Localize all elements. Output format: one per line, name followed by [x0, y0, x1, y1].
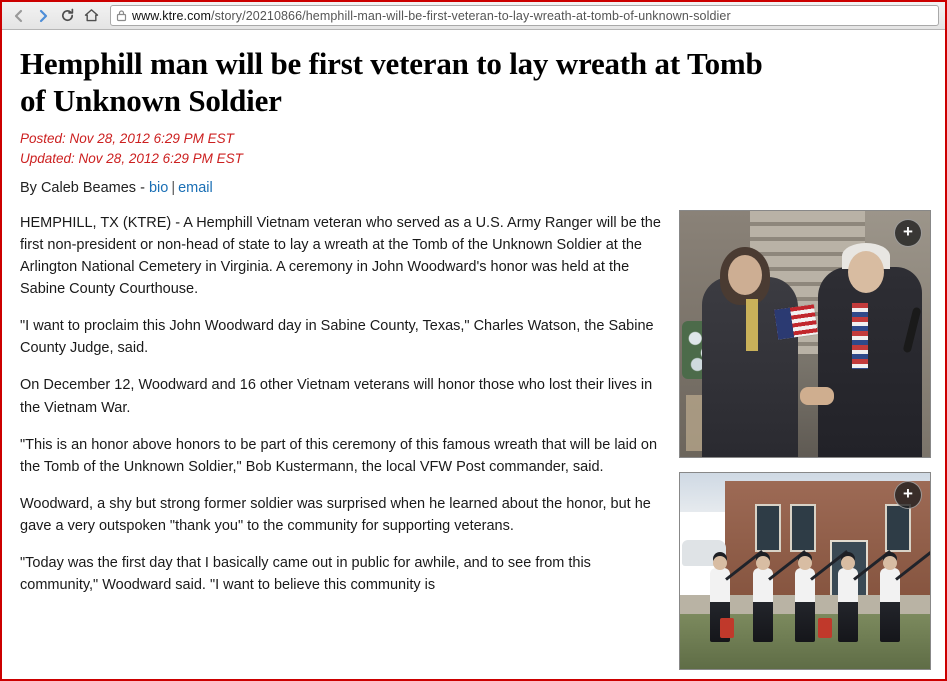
photo-soldier [838, 568, 858, 642]
article-paragraph: HEMPHILL, TX (KTRE) - A Hemphill Vietnam veteran who served as a U.S. Army Ranger will be the first non-president or non-head of state to lay a wreath at the Tomb of the Unknown Soldier at the Arlington National Cemetery in Virginia. A ceremony in John Woodward's honor was held at the Sabine County Courthouse. [20, 215, 661, 298]
posted-timestamp: Posted: Nov 28, 2012 6:29 PM EST [20, 131, 234, 147]
article-paragraph: On December 12, Woodward and 16 other Vietnam veterans will honor those who lost their lives in the Vietnam War. [20, 377, 653, 416]
photo-person-left-head [728, 255, 762, 295]
reload-icon[interactable] [56, 5, 78, 27]
article-paragraph: Woodward, a shy but strong former soldier was surprised when he learned about the honor, but he gave a very outspoken "thank you" to the community for supporting veterans. [20, 495, 651, 534]
article-paragraph: "I want to proclaim this John Woodward day in Sabine County, Texas," Charles Watson, the Sabine County Judge, said. [20, 318, 654, 357]
photo-person-right-head [848, 251, 884, 293]
byline [20, 180, 931, 196]
zoom-in-icon[interactable]: + [894, 219, 922, 247]
photo-person-right-tie [852, 303, 868, 369]
home-icon[interactable] [80, 5, 102, 27]
bio-link[interactable]: bio [148, 180, 169, 197]
updated-timestamp: Updated: Nov 28, 2012 6:29 PM EST [20, 150, 243, 166]
back-arrow-icon[interactable] [8, 5, 30, 27]
photo-soldier [795, 568, 815, 642]
photo-soldier [880, 568, 900, 642]
article-paragraph: "This is an honor above honors to be part of this ceremony of this famous wreath that will be laid on the Tomb of the Unknown Soldier," Bob Kustermann, the local VFW Post commander, said. [20, 436, 658, 475]
photo-person-left-tie [746, 299, 758, 351]
photo-column [679, 210, 931, 681]
photo-us-flag [774, 304, 818, 339]
url-text [132, 9, 731, 23]
rifle-salute-photo[interactable] [679, 472, 931, 670]
url-path: /story/20210866/hemphill-man-will-be-first-veteran-to-lay-wreath-at-tomb-of-unknown-soldier [211, 8, 731, 23]
url-host: www.ktre.com [132, 8, 211, 23]
byline-separator: | [171, 180, 176, 197]
photo-soldier [753, 568, 773, 642]
article-body [20, 212, 670, 595]
photo-window [885, 504, 911, 552]
photo-handshake [800, 387, 834, 405]
email-link[interactable]: email [178, 180, 213, 197]
photo-window [755, 504, 781, 552]
photo-window [790, 504, 816, 552]
handshake-photo[interactable] [679, 210, 931, 458]
photo-person-right [818, 267, 922, 457]
address-bar[interactable] [110, 5, 939, 26]
photo-cone [720, 618, 734, 638]
byline-author: By Caleb Beames - [20, 180, 145, 197]
page-info-icon [115, 9, 128, 22]
zoom-in-icon[interactable]: + [894, 481, 922, 509]
timestamps [20, 129, 931, 168]
photo-cone [818, 618, 832, 638]
page-title: Hemphill man will be first veteran to lay wreath at Tomb of Unknown Soldier [20, 46, 763, 118]
browser-toolbar [2, 2, 945, 30]
forward-arrow-icon[interactable] [32, 5, 54, 27]
article-paragraph: "Today was the first day that I basically came out in public for awhile, and to see from this community," Woodward said. "I want to believe this community is [20, 554, 591, 593]
